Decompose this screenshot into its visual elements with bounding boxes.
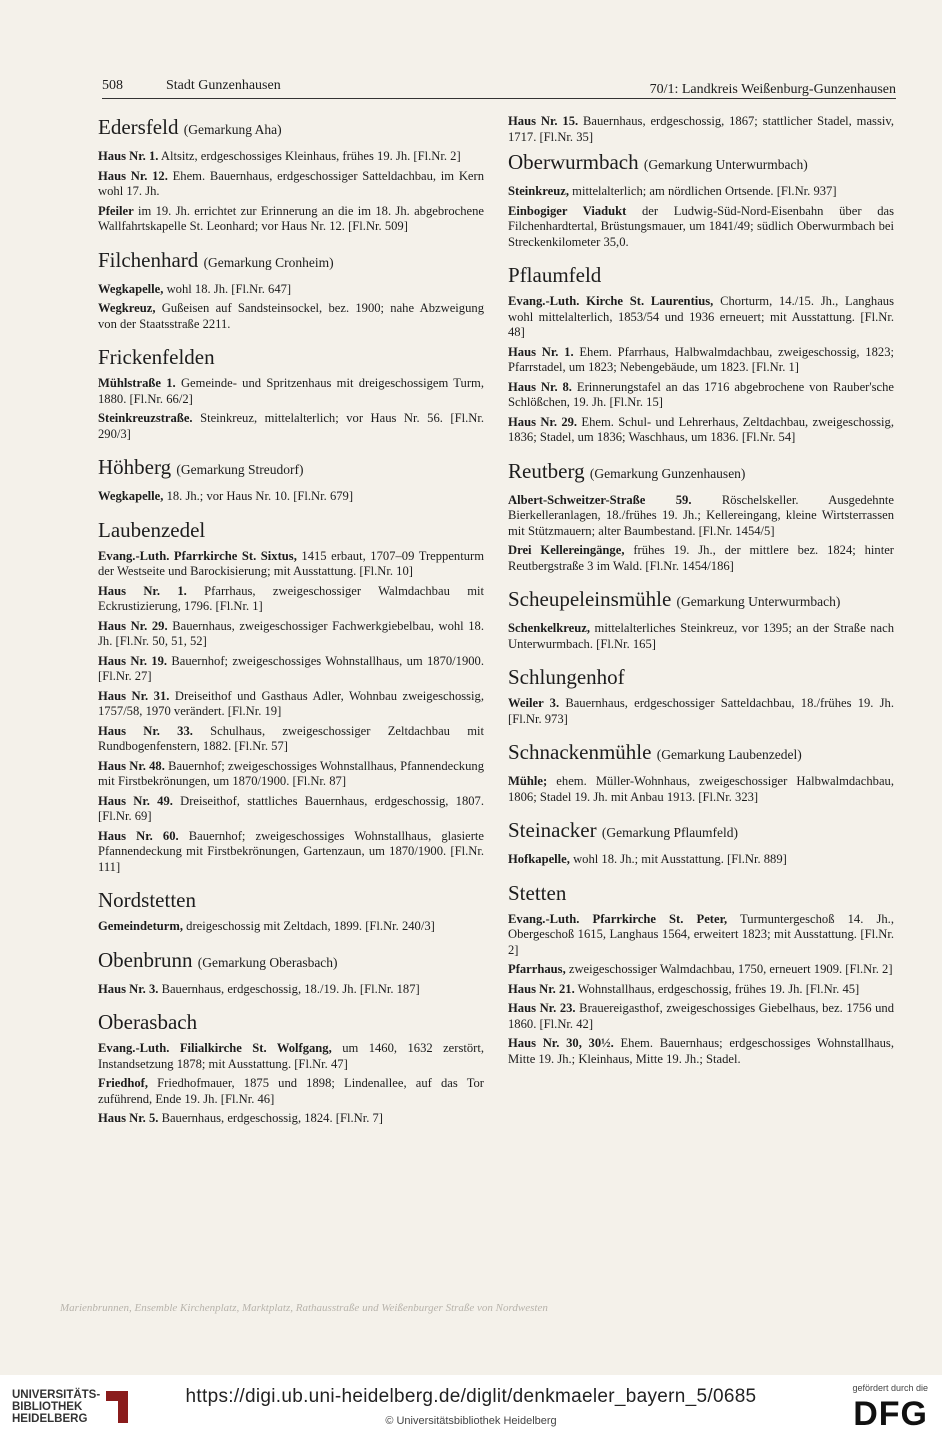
place-section: [98, 344, 484, 442]
entry: Haus Nr. 21. Wohnstallhaus, erdgeschossig, frühes 19. Jh. [Fl.Nr. 45]: [508, 981, 860, 996]
entry: Steinkreuzstraße. Steinkreuz, mittelalterlich; vor Haus Nr. 56. [Fl.Nr. 290/3]: [98, 411, 484, 441]
copyright-notice: © Universitätsbibliothek Heidelberg: [385, 1415, 557, 1427]
entry: Haus Nr. 60. Bauernhof; zweigeschossiges Wohnstallhaus, glasierte Pfannendeckung mit Firstbekrönungen, Gartenzaun, um 1870/1900. [Fl.Nr. 111]: [98, 828, 484, 874]
entry: Haus Nr. 15. Bauernhaus, erdgeschossig, 1867; stattlicher Stadel, massiv, 1717. [Fl.Nr. 35]: [508, 114, 894, 144]
entry: Haus Nr. 3. Bauernhaus, erdgeschossig, 18./19. Jh. [Fl.Nr. 187]: [98, 981, 420, 996]
place-heading: Schlungenhof: [508, 665, 625, 689]
header-city: Stadt Gunzenhausen: [166, 78, 281, 93]
place-section: [98, 887, 484, 935]
header-district: 70/1: Landkreis Weißenburg-Gunzenhausen: [649, 82, 896, 97]
place-section: [508, 880, 894, 1068]
entry: Haus Nr. 48. Bauernhof; zweigeschossiges Wohnstallhaus, Pfannendeckung mit Firstbekrönungen, um 1870/1900. [Fl.Nr. 87]: [98, 758, 484, 788]
place-section: [508, 586, 894, 652]
place-section: [508, 739, 894, 805]
permalink-url[interactable]: https://digi.ub.uni-heidelberg.de/diglit/denkmaeler_bayern_5/0685: [185, 1386, 757, 1407]
entry: Haus Nr. 30, 30½. Ehem. Bauernhaus; erdgeschossiges Wohnstallhaus, Mitte 19. Jh.; Kleinhaus, Mitte 19. Jh.; Stadel.: [508, 1036, 894, 1066]
place-section: [98, 1009, 484, 1127]
entry: Haus Nr. 8. Erinnerungstafel an das 1716 abgebrochene von Rauber'sche Schlößchen, 19. Jh. [Fl.Nr. 15]: [508, 379, 895, 409]
entry: Evang.-Luth. Pfarrkirche St. Sixtus, 1415 erbaut, 1707–09 Treppenturm der Westseite und Barockisierung; mit Ausstattung. [Fl.Nr. 10]: [98, 548, 484, 578]
entry: Weiler 3. Bauernhaus, erdgeschossiger Satteldachbau, 18./frühes 19. Jh. [Fl.Nr. 973]: [508, 696, 894, 726]
place-section: [98, 947, 484, 998]
faded-caption: Marienbrunnen, Ensemble Kirchenplatz, Marktplatz, Rathausstraße und Weißenburger Straße von Nordwesten: [60, 1302, 548, 1314]
entry: Evang.-Luth. Filialkirche St. Wolfgang, um 1460, 1632 zerstört, Instandsetzung 1878; mit Ausstattung. [Fl.Nr. 47]: [98, 1041, 485, 1071]
gemarkung-label: (Gemarkung Unterwurmbach): [676, 594, 841, 609]
entry: Gemeindeturm, dreigeschossig mit Zeltdach, 1899. [Fl.Nr. 240/3]: [98, 919, 435, 933]
entry: Hofkapelle, wohl 18. Jh.; mit Ausstattung. [Fl.Nr. 889]: [508, 852, 787, 866]
place-section: [98, 247, 484, 333]
entry: Haus Nr. 1. Pfarrhaus, zweigeschossiger Walmdachbau mit Eckrustizierung, 1796. [Fl.Nr. 1]: [98, 583, 484, 613]
place-section: [98, 454, 484, 505]
entry: Mühle; ehem. Müller-Wohnhaus, zweigeschossiger Halbwalmdachbau, 1806; Stadel 19. Jh. mit Anbau 1913. [Fl.Nr. 323]: [508, 774, 894, 804]
place-heading: Oberwurmbach (Gemarkung Unterwurmbach): [508, 150, 808, 174]
entry: Haus Nr. 1. Ehem. Pfarrhaus, Halbwalmdachbau, zweigeschossig, 1823; Pfarrstadel, um 1823; Nebengebäude, um 1823. [Fl.Nr. 1]: [508, 344, 894, 374]
entry: Haus Nr. 23. Brauereigasthof, zweigeschossiges Giebelhaus, bez. 1756 und 1860. [Fl.Nr. 42]: [508, 1001, 894, 1031]
left-column: [98, 114, 484, 1139]
gemarkung-label: (Gemarkung Cronheim): [203, 254, 334, 270]
entry: Mühlstraße 1. Gemeinde- und Spritzenhaus mit dreigeschossigem Turm, 1880. [Fl.Nr. 66/2]: [98, 376, 484, 406]
entry: Haus Nr. 29. Ehem. Schul- und Lehrerhaus, Zeltdachbau, zweigeschossig, 1836; Stadel, um 1836; Waschhaus, um 1836. [Fl.Nr. 54]: [508, 414, 894, 444]
page-number: 508: [102, 78, 123, 93]
dfg-caption: gefördert durch die: [852, 1383, 928, 1393]
entry: Drei Kellereingänge, frühes 19. Jh., der mittlere bez. 1824; hinter Reutbergstraße 3 im Wald. [Fl.Nr. 1454/186]: [508, 543, 894, 573]
place-section: [508, 458, 894, 575]
place-section: [98, 114, 484, 235]
place-section: [508, 262, 894, 446]
ub-heidelberg-logo[interactable]: UNIVERSITÄTS- BIBLIOTHEK HEIDELBERG: [12, 1389, 101, 1425]
entry: Haus Nr. 33. Schulhaus, zweigeschossiger Zeltdachbau mit Rundbogenfenstern, 1882. [Fl.Nr. 57]: [98, 723, 484, 753]
entry: Pfarrhaus, zweigeschossiger Walmdachbau, 1750, erneuert 1909. [Fl.Nr. 2]: [508, 962, 893, 976]
entry: Haus Nr. 19. Bauernhof; zweigeschossiges Wohnstallhaus, um 1870/1900. [Fl.Nr. 27]: [98, 653, 485, 683]
place-heading: Filchenhard (Gemarkung Cronheim): [98, 247, 334, 272]
place-section: [508, 664, 894, 727]
gemarkung-label: (Gemarkung Aha): [183, 122, 282, 137]
place-heading: Stetten: [508, 880, 567, 905]
dfg-logo[interactable]: DFG: [853, 1395, 928, 1433]
gemarkung-label: (Gemarkung Pflaumfeld): [601, 825, 738, 840]
place-heading: Scheupeleinsmühle (Gemarkung Unterwurmbach): [508, 587, 841, 611]
place-heading: Höhberg (Gemarkung Streudorf): [98, 455, 304, 479]
entry: Haus Nr. 49. Dreiseithof, stattliches Bauernhaus, erdgeschossig, 1807. [Fl.Nr. 69]: [98, 793, 485, 823]
gemarkung-label: (Gemarkung Laubenzedel): [656, 747, 802, 762]
entry: Haus Nr. 1. Altsitz, erdgeschossiges Kleinhaus, frühes 19. Jh. [Fl.Nr. 2]: [98, 149, 461, 163]
place-section: [508, 817, 894, 868]
gemarkung-label: (Gemarkung Gunzenhausen): [589, 465, 746, 481]
place-heading: Obenbrunn (Gemarkung Oberasbach): [98, 947, 338, 972]
entry: Wegkapelle, 18. Jh.; vor Haus Nr. 10. [Fl.Nr. 679]: [98, 489, 354, 503]
place-section: [508, 149, 894, 250]
right-column: [508, 114, 894, 1079]
entry: Haus Nr. 5. Bauernhaus, erdgeschossig, 1824. [Fl.Nr. 7]: [98, 1111, 383, 1125]
place-section: [98, 517, 484, 876]
entry: Schenkelkreuz, mittelalterliches Steinkreuz, vor 1395; an der Straße nach Unterwurmbach. [Fl.Nr. 165]: [508, 621, 894, 651]
place-heading: Pflaumfeld: [508, 263, 602, 287]
place-heading: Frickenfelden: [98, 345, 215, 369]
viewer-footer: [0, 1375, 942, 1441]
place-heading: Steinacker (Gemarkung Pflaumfeld): [508, 818, 738, 842]
running-header: [102, 76, 896, 99]
place-heading: Oberasbach: [98, 1010, 198, 1034]
entry: Haus Nr. 31. Dreiseithof und Gasthaus Adler, Wohnbau zweigeschossig, 1757/58, 1970 verändert. [Fl.Nr. 19]: [98, 688, 484, 718]
entry: Pfeiler im 19. Jh. errichtet zur Erinnerung an die im 18. Jh. abgebrochene Wallfahrtskapelle St. Leonhard; vor Haus Nr. 12. [Fl.Nr. 509]: [98, 203, 484, 233]
entry: Haus Nr. 12. Ehem. Bauernhaus, erdgeschossiger Satteldachbau, im Kern wohl 17. Jh.: [98, 168, 484, 198]
entry: Evang.-Luth. Kirche St. Laurentius, Chorturm, 14./15. Jh., Langhaus wohl mittelalterlich, 1853/54 und 1936 erneuert; mit Ausstattung. [Fl.Nr. 48]: [508, 294, 894, 339]
gemarkung-label: (Gemarkung Oberasbach): [197, 954, 338, 970]
entry: Einbogiger Viadukt der Ludwig-Süd-Nord-Eisenbahn über das Filchenhardtertal, Brüstungsmauer, um 1841/49; südlich Oberwurmbach bei Streckenkilometer 35,0.: [508, 203, 894, 249]
entry: Wegkreuz, Gußeisen auf Sandsteinsockel, bez. 1900; nahe Abzweigung von der Staatsstraße 2211.: [98, 301, 484, 331]
entry: Steinkreuz, mittelalterlich; am nördlichen Ortsende. [Fl.Nr. 937]: [508, 184, 837, 198]
entry: Friedhof, Friedhofmauer, 1875 und 1898; Lindenallee, auf das Tor zuführend, Ende 19. Jh. [Fl.Nr. 46]: [98, 1076, 484, 1106]
entry: Evang.-Luth. Pfarrkirche St. Peter, Turmuntergeschoß 14. Jh., Obergeschoß 1615, Langhaus 1564, erweitert 1823; mit Ausstattung. [Fl.Nr. 2]: [508, 911, 894, 957]
place-heading: Edersfeld (Gemarkung Aha): [98, 115, 282, 139]
gemarkung-label: (Gemarkung Streudorf): [176, 462, 304, 477]
place-heading: Laubenzedel: [98, 517, 206, 542]
gemarkung-label: (Gemarkung Unterwurmbach): [643, 157, 808, 172]
entry: Wegkapelle, wohl 18. Jh. [Fl.Nr. 647]: [98, 281, 292, 296]
place-heading: Nordstetten: [98, 888, 196, 912]
place-heading: Reutberg (Gemarkung Gunzenhausen): [508, 458, 746, 483]
entry: Albert-Schweitzer-Straße 59. Röschelskeller. Ausgedehnte Bierkelleranlagen, 18./frühes 19. Jh.; Kellereingang, kleine Wirtsterrassen mit Stützmauern; alter Baumbestand. [Fl.Nr. 1454/5]: [508, 492, 894, 538]
entry: Haus Nr. 29. Bauernhaus, zweigeschossiger Fachwerkgiebelbau, wohl 18. Jh. [Fl.Nr. 50, 51, 52]: [98, 618, 484, 648]
place-heading: Schnackenmühle (Gemarkung Laubenzedel): [508, 740, 802, 764]
